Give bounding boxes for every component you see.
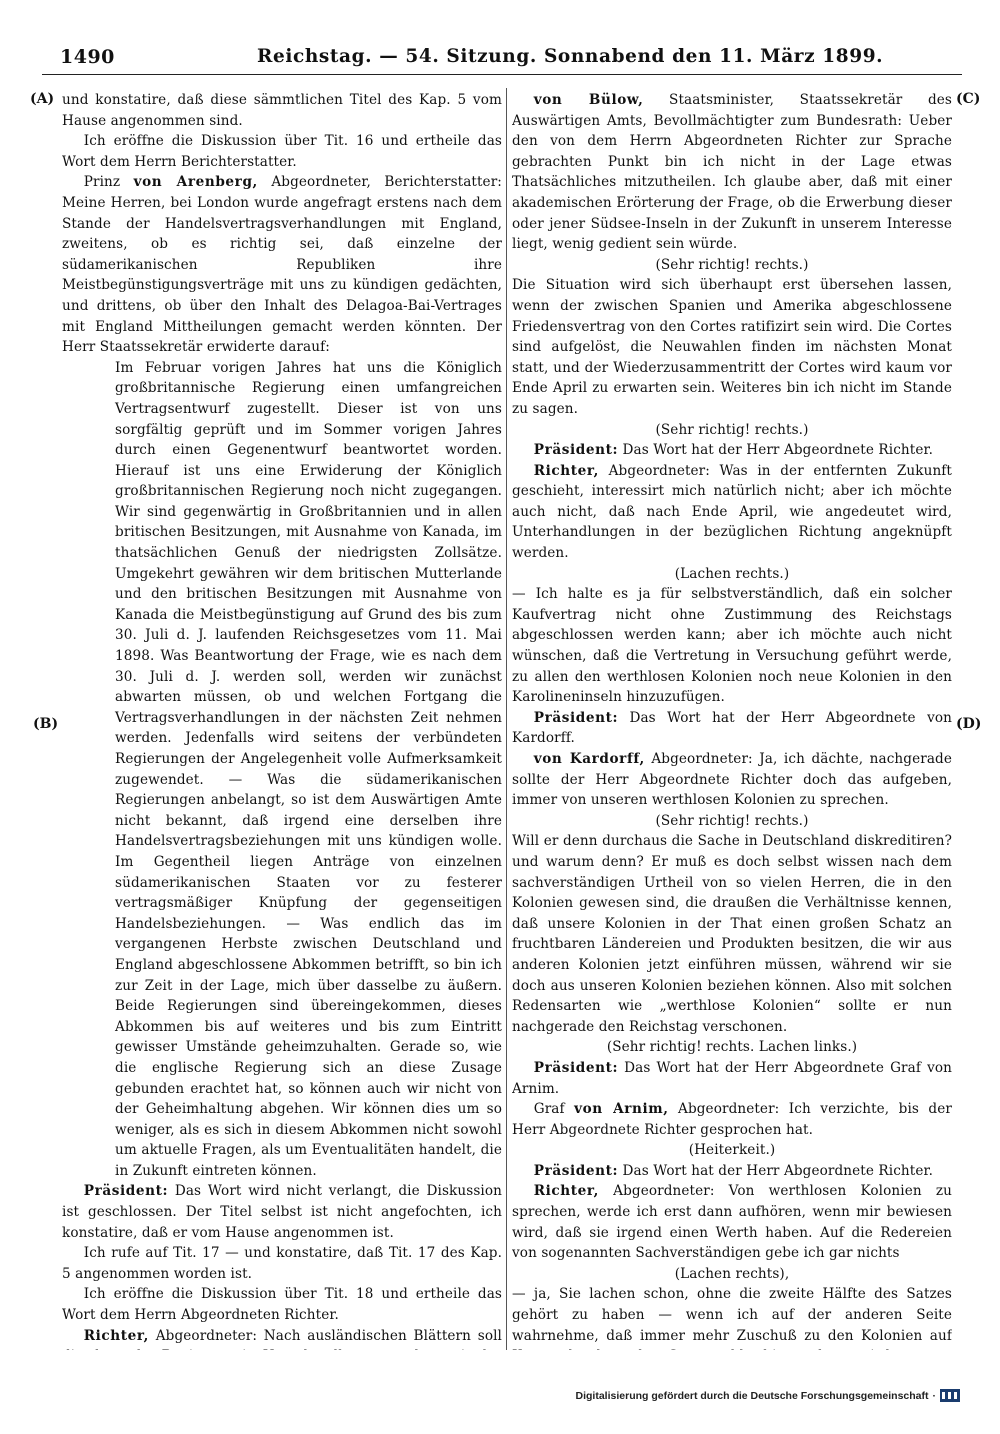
speaker-name: Präsident: bbox=[533, 709, 619, 726]
dfg-logo-icon bbox=[940, 1389, 960, 1402]
speech-text: Das Wort hat der Herr Abgeordnete Richter. bbox=[618, 1162, 934, 1179]
speech-arnim bbox=[512, 1099, 952, 1140]
speaker-name: Richter, bbox=[83, 1327, 150, 1344]
paragraph: Ich rufe auf Tit. 17 — und konstatire, daß Tit. 17 des Kap. 5 angenommen worden ist. bbox=[62, 1245, 502, 1282]
reaction: (Sehr richtig! rechts. Lachen links.) bbox=[606, 1039, 858, 1056]
speech-kardorff bbox=[512, 749, 952, 811]
speaker-name: Präsident: bbox=[533, 1059, 619, 1076]
reaction: (Sehr richtig! rechts.) bbox=[655, 812, 809, 829]
margin-marker-c: (C) bbox=[956, 91, 981, 107]
running-head: Reichstag. — 54. Sitzung. Sonnabend den 11. März 1899. bbox=[257, 46, 884, 67]
credit-separator: · bbox=[932, 1389, 936, 1402]
speaker-name: Präsident: bbox=[533, 1162, 619, 1179]
column-divider bbox=[506, 88, 507, 1350]
speaker-name: von Bülow, bbox=[533, 92, 644, 108]
speech-text: Abgeordneter, Berichterstatter: Meine Herren, bei London wurde angefragt erstens nach dem Stande der Handelsvertragsverhandlungen mit England, zweitens, ob es richtig sei, daß einzelne der südamerikanischen Republiken ihre Meistbegünstigungsverträge mit uns zu kündigen gedächten, und drittens, ob über den Inhalt des Delagoa-Bai-Vertrages mit England Mittheilungen gemacht werden könnten. Der Herr Staatssekretär erwiderte darauf: bbox=[62, 174, 502, 356]
speaker-name: von Arenberg, bbox=[133, 174, 258, 191]
speech-president bbox=[512, 440, 952, 461]
speech-text: Abgeordneter: Ich verzichte, bis der Herr Abgeordnete Richter gesprochen hat. bbox=[512, 1101, 952, 1138]
reaction: (Lachen rechts), bbox=[674, 1265, 790, 1282]
paragraph: Die Situation wird sich überhaupt erst übersehen lassen, wenn der zwischen Spanien und Amerika abgeschlossene Friedensvertrag von den Cortes ratifizirt sein wird. Die Cortes sind aufgelöst, die Neuwahlen finden im nächsten Monat statt, und der Wiederzusammentritt der Cortes wird kaum vor Ende April zu erwarten sein. Weiteres bin ich nicht im Stande zu sagen. bbox=[512, 277, 952, 417]
speaker-name: von Arnim, bbox=[574, 1101, 669, 1118]
page-header bbox=[42, 44, 962, 75]
credit-text: Digitalisierung gefördert durch die Deutsche Forschungsgemeinschaft bbox=[575, 1389, 929, 1402]
margin-marker-d: (D) bbox=[956, 716, 982, 732]
speech-text: Das Wort hat der Herr Abgeordnete Graf von Arnim. bbox=[512, 1059, 952, 1097]
speaker-prefix: Prinz bbox=[83, 174, 134, 191]
speaker-name: von Kardorff, bbox=[533, 751, 645, 767]
speech-text: Das Wort hat der Herr Abgeordnete von Kardorff. bbox=[512, 709, 952, 747]
speech-president bbox=[512, 708, 952, 749]
speech-text: Das Wort wird nicht verlangt, die Diskussion ist geschlossen. Der Titel selbst ist nicht angefochten, ich konstatire, daß er vom Hause angenommen ist. bbox=[62, 1183, 502, 1241]
speech-text: Abgeordneter: Was in der entfernten Zukunft geschieht, interessirt mich natürlich nicht; aber ich möchte auch nicht, daß nach Ende April, wie angedeutet wird, Unterhandlungen in der bezüglichen Richtung angeknüpft werden. bbox=[512, 462, 952, 562]
speech-text: Staatsminister, Staatssekretär des Auswärtigen Amts, Bevollmächtigter zum Bundesrath: Ueber den von dem Herrn Abgeordneten Richter zur Sprache gebrachten Punkt bin ich nicht in der Lage etwas Thatsächliches mitzutheilen. Ich glaube aber, daß mit einer akademischen Erörterung der Frage, ob die Erwerbung dieser oder jener Südsee-Inseln in der Zukunft in unserem Interesse liegt, wenig gedient sein würde. bbox=[512, 92, 952, 253]
speech-buelow bbox=[512, 90, 952, 255]
speaker-name: Präsident: bbox=[83, 1183, 169, 1200]
speech-president bbox=[512, 1161, 952, 1182]
reaction: (Sehr richtig! rechts.) bbox=[655, 421, 809, 438]
speech-richter bbox=[512, 1181, 952, 1263]
margin-marker-b: (B) bbox=[33, 716, 59, 732]
speaker-name: Präsident: bbox=[533, 442, 619, 459]
page-number: 1490 bbox=[60, 46, 115, 68]
right-column bbox=[512, 90, 952, 1350]
paragraph: und konstatire, daß diese sämmtlichen Titel des Kap. 5 vom Hause angenommen sind. bbox=[62, 92, 502, 129]
speech-text: Abgeordneter: Nach ausländischen Blättern soll bbox=[155, 1327, 502, 1344]
paragraph: Ich eröffne die Diskussion über Tit. 16 und ertheile das Wort dem Herrn Berichterstatter. bbox=[62, 133, 502, 170]
reaction: (Sehr richtig! rechts.) bbox=[655, 256, 809, 273]
speech-arenberg bbox=[62, 172, 502, 357]
paragraph: — Ich halte es ja für selbstverständlich, daß ein solcher Kaufvertrag nicht ohne Zustimmung des Reichstags abgeschlossen werden kann; aber ich möchte auch nicht wünschen, daß die Vertretung in Versuchung geführt werde, zu allen den werthlosen Kolonien noch neue Kolonien in den Karolineninseln hinzuzufügen. bbox=[512, 586, 952, 706]
speech-text: Abgeordneter: Ja, ich dächte, nachgerade sollte der Herr Abgeordnete Richter doch das aufgeben, immer von unseren werthlosen Kolonien zu sprechen. bbox=[512, 751, 952, 809]
speaker-name: Richter, bbox=[533, 1183, 600, 1200]
margin-marker-a: (A) bbox=[30, 91, 55, 107]
speech-president bbox=[512, 1058, 952, 1099]
speech-richter bbox=[62, 1326, 502, 1350]
speech-president bbox=[62, 1181, 502, 1243]
paragraph: — ja, Sie lachen schon, ohne die zweite Hälfte des Satzes gehört zu haben — wenn ich auf der anderen Seite wahrnehme, daß immer mehr Zuschuß zu den Kolonien auf bbox=[512, 1286, 952, 1344]
left-column bbox=[62, 90, 502, 1350]
speech-text: Das Wort hat der Herr Abgeordnete Richter. bbox=[618, 442, 934, 459]
digitization-credit bbox=[576, 1389, 960, 1402]
paragraph: Will er denn durchaus die Sache in Deutschland diskreditiren? und warum denn? Er muß es doch selbst wissen nach dem sachverständigen Urtheil von so vielen Herren, die in den Kolonien gewesen sind, die draußen die Verhältnisse kennen, daß unsere Kolonien in der That einen großen Schatz an fruchtbaren Ländereien und Produkten besitzen, die wir aus anderen Kolonien jetzt einführen müssen, während wir sie doch aus unseren Kolonien beziehen können. Also mit solchen Redensarten wie „werthlose Kolonien“ sollte er nun nachgerade den Reichstag verschonen. bbox=[512, 833, 952, 1035]
speaker-prefix: Graf bbox=[533, 1101, 575, 1118]
speech-text: Abgeordneter: Von werthlosen Kolonien zu sprechen, werde ich erst dann aufhören, wenn mir bewiesen wird, daß sie irgend einen Werth haben. Auf die Redereien von sogenannten Sachverständigen gebe ich gar nichts bbox=[512, 1183, 952, 1262]
reaction: (Lachen rechts.) bbox=[674, 565, 790, 582]
speech-richter bbox=[512, 461, 952, 564]
paragraph: Ich eröffne die Diskussion über Tit. 18 und ertheile das Wort dem Herrn Abgeordneten Richter. bbox=[62, 1286, 502, 1324]
reaction: (Heiterkeit.) bbox=[688, 1142, 776, 1159]
quoted-statement: Im Februar vorigen Jahres hat uns die Königlich großbritannische Regierung einen umfangreichen Vertragsentwurf zugestellt. Dieser ist von uns sorgfältig geprüft und im Sommer vorigen Jahres durch einen Gegenentwurf beantwortet worden. Hierauf ist uns eine Erwiderung der Königlich großbritannischen Regierung noch nicht zugegangen. Wir sind gegenwärtig in Großbritannien und in allen britischen Besitzungen, mit Ausnahme von Kanada, im thatsächlichen Genuß der niedrigsten Zollsätze. Umgekehrt gewähren wir dem britischen Mutterlande und den britischen Besitzungen mit Ausnahme von Kanada die Meistbegünstigung auf Grund des bis zum 30. Juli d. J. laufenden Reichsgesetzes vom 11. Mai 1898. Was Beantwortung der Frage, wie es nach dem 30. Juli d. J. werden soll, werden wir zunächst abwarten müssen, ob und welchen Fortgang die Vertragsverhandlungen in der nächsten Zeit nehmen werden. Jedenfalls wird seitens der verbündeten Regierungen der Angelegenheit volle Aufmerksamkeit zugewendet. — Was die südamerikanischen Regierungen anbelangt, so ist dem Auswärtigen Amte nicht bekannt, daß irgend eine derselben ihre Handelsvertragsbeziehungen mit uns kündigen wolle. Im Gegentheil liegen Anträge von einzelnen südamerikanischen Staaten vor zu festerer vertragsmäßiger Knüpfung der gegenseitigen Handelsbeziehungen. — Was endlich das im vergangenen Herbste zwischen Deutschland und England abgeschlossene Abkommen betrifft, so bin ich zur Zeit in der Lage, mich über dasselbe zu äußern. Beide Regierungen sind übereingekommen, dieses Abkommen bis auf weiteres und bis zum Eintritt gewisser Umstände geheimzuhalten. Gerade so, wie die englische Regierung sich an diese Zusage gebunden erachtet hat, so können auch wir nicht von der Geheimhaltung abgehen. Wir können dies um so weniger, als es sich in diesem Abkommen nicht sowohl um aktuelle Fragen, als um Eventualitäten handelt, die in Zukunft eintreten können. bbox=[115, 359, 502, 1179]
speaker-name: Richter, bbox=[533, 462, 600, 479]
